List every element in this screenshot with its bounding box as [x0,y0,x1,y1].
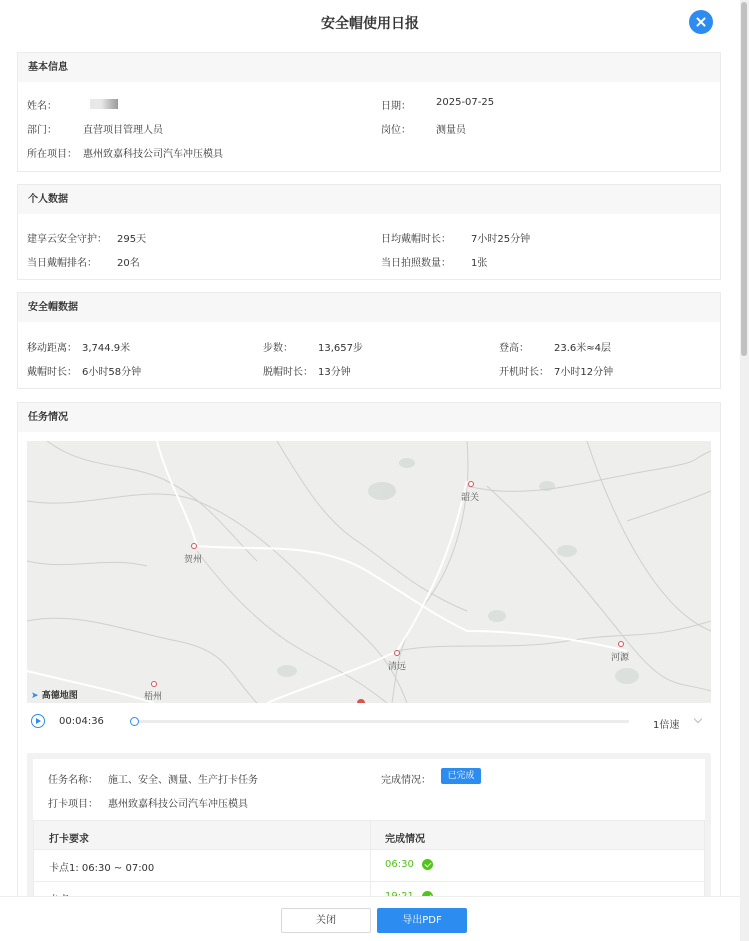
off-value: 13分钟 [318,367,351,378]
off-label: 脱帽时长： [263,367,313,378]
task-name-label: 任务名称： [48,775,98,786]
status-label: 完成情况： [381,775,431,786]
section-title: 基本信息 [18,53,720,82]
speed-select[interactable]: 1倍速 [653,720,680,731]
section-title: 安全帽数据 [18,293,720,322]
table-header [34,821,704,849]
city-label: 梧州 [144,692,163,702]
power-value: 7小时12分钟 [554,367,614,378]
city-label: 清远 [388,662,407,672]
dialog-header [0,0,740,42]
section-title: 任务情况 [18,403,720,432]
dept-value: 直营项目管理人员 [83,125,163,136]
map-logo-text: 高德地图 [41,691,78,701]
city-label: 韶关 [461,493,480,503]
city-marker-icon [468,481,474,487]
city-marker-icon [191,543,197,549]
map-roads [27,441,711,703]
name-label: 姓名： [27,101,57,112]
steps-value: 13,657步 [318,343,363,354]
city-marker-icon [618,641,624,647]
column-header: 完成情况 [385,834,425,845]
checkin-value: 惠州致嘉科技公司汽车冲压模具 [108,799,248,810]
rank-label: 当日戴帽排名： [27,258,97,269]
playback-time: 00:04:36 [59,716,104,727]
checkin-label: 打卡项目： [48,799,98,810]
export-pdf-button[interactable]: 导出PDF [377,908,467,933]
distance-label: 移动距离： [27,343,77,354]
climb-label: 登高： [499,343,529,354]
post-label: 岗位： [381,125,411,136]
city-marker-icon [394,650,400,656]
project-label: 所在项目： [27,149,77,160]
date-value: 2025-07-25 [436,97,495,108]
wear-label: 戴帽时长： [27,367,77,378]
city-marker-icon [151,681,157,687]
slider-thumb[interactable] [130,717,139,726]
dialog-title: 安全帽使用日报 [321,16,419,32]
track-player [27,710,711,734]
city-label: 贺州 [184,555,203,565]
map-logo [31,688,78,701]
section-title: 个人数据 [18,185,720,214]
column-header: 打卡要求 [49,834,89,845]
guard-value: 295天 [117,234,147,245]
checkin-requirement: 卡点1: 06:30 ~ 07:00 [49,863,155,874]
name-value-blurred [90,99,118,109]
wear-value: 6小时58分钟 [82,367,142,378]
checkin-time: 06:30 [385,859,414,870]
scrollbar-thumb[interactable] [741,2,747,356]
rank-value: 20名 [117,258,140,269]
task-name-value: 施工、安全、测量、生产打卡任务 [108,775,258,786]
column-divider [370,850,371,881]
post-value: 测量员 [436,125,466,136]
scrollbar[interactable] [740,0,749,941]
project-value: 惠州致嘉科技公司汽车冲压模具 [83,149,223,160]
distance-value: 3,744.9米 [82,343,131,354]
dialog-footer [0,896,740,941]
guard-label: 建享云安全守护： [27,234,107,245]
photo-value: 1张 [471,258,488,269]
power-label: 开机时长： [499,367,549,378]
close-button[interactable]: 关闭 [281,908,371,933]
steps-label: 步数： [263,343,293,354]
progress-slider[interactable] [131,720,629,723]
track-map[interactable] [27,441,711,703]
climb-value: 23.6米≈4层 [554,343,612,354]
navigation-arrow-icon: ➤ [31,691,39,701]
play-icon[interactable] [31,714,45,728]
dept-label: 部门： [27,125,57,136]
check-circle-icon [422,859,433,870]
date-label: 日期： [381,101,411,112]
city-label: 河源 [611,653,630,663]
table-row [34,849,704,881]
avg-value: 7小时25分钟 [471,234,531,245]
chevron-down-icon[interactable] [694,715,702,723]
column-divider [370,821,371,849]
status-badge: 已完成 [441,768,481,784]
photo-label: 当日拍照数量： [381,258,451,269]
avg-label: 日均戴帽时长： [381,234,451,245]
close-icon[interactable] [689,10,713,34]
